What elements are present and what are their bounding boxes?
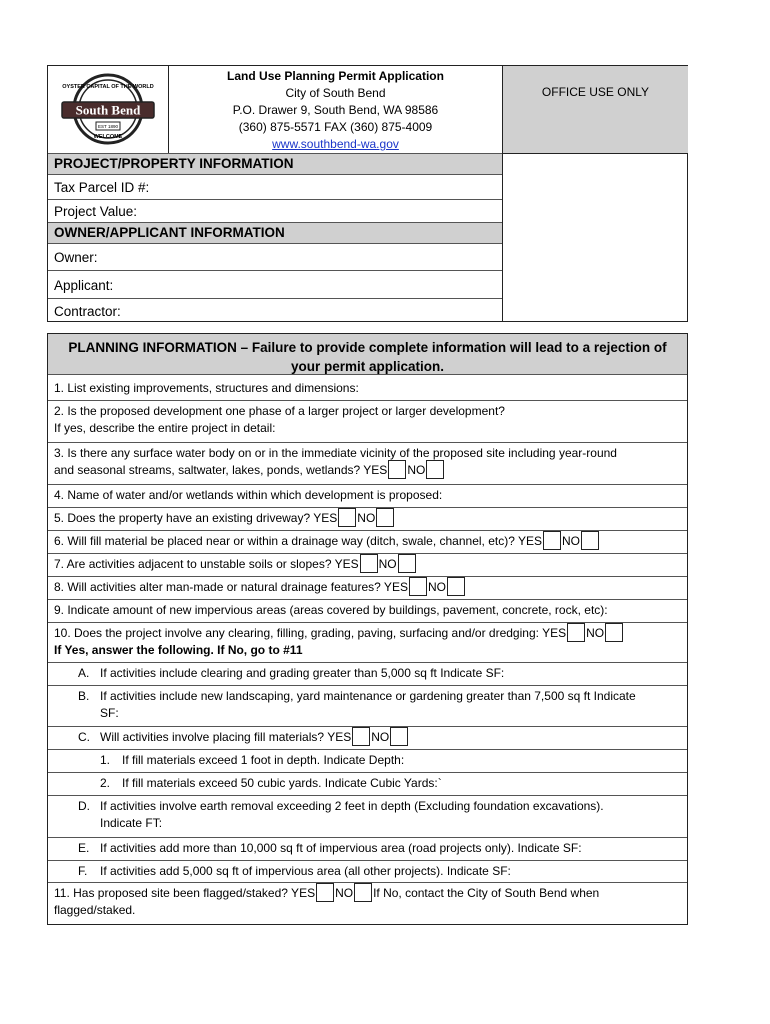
logo-top-text: OYSTER CAPITAL OF THE WORLD xyxy=(62,84,154,90)
item-f-text: If activities add 5,000 sq ft of impervious area (all other projects). Indicate SF: xyxy=(100,864,511,878)
q10-no-label: NO xyxy=(586,626,605,640)
south-bend-logo xyxy=(48,66,167,152)
item-a-text: If activities include clearing and grading greater than 5,000 sq ft Indicate SF: xyxy=(100,666,505,680)
q5-no-checkbox[interactable] xyxy=(376,508,394,527)
q3-no-label: NO xyxy=(407,463,426,477)
item-a-letter: A. xyxy=(78,666,90,680)
q11-no-label: NO xyxy=(335,886,354,900)
owner-field[interactable]: Owner: xyxy=(48,243,502,270)
q11-no-checkbox[interactable] xyxy=(354,883,372,902)
question-3 xyxy=(48,442,687,484)
city-address: P.O. Drawer 9, South Bend, WA 98586 xyxy=(232,103,439,117)
city-phone: (360) 875-5571 FAX (360) 875-4009 xyxy=(238,120,433,134)
question-8 xyxy=(48,576,687,599)
applicant-field[interactable]: Applicant: xyxy=(48,270,502,298)
c-no-label: NO xyxy=(371,730,390,744)
item-e-text: If activities add more than 10,000 sq ft of impervious area (road projects only). Indicate SF: xyxy=(100,841,582,855)
item-c2[interactable] xyxy=(48,772,687,795)
item-c-text: Will activities involve placing fill materials? YES xyxy=(100,730,352,744)
q7-no-checkbox[interactable] xyxy=(398,554,416,573)
q3-no-checkbox[interactable] xyxy=(426,460,444,479)
question-3-line1: 3. Is there any surface water body on or in the immediate vicinity of the proposed site including year-round xyxy=(54,446,617,460)
question-2-line2: If yes, describe the entire project in detail: xyxy=(54,421,276,435)
item-d-letter: D. xyxy=(78,799,90,813)
owner-section-heading: OWNER/APPLICANT INFORMATION xyxy=(48,222,502,243)
city-website-link[interactable]: www.southbend-wa.gov xyxy=(272,137,399,151)
q6-no-checkbox[interactable] xyxy=(581,531,599,550)
question-8-text: 8. Will activities alter man-made or natural drainage features? YES xyxy=(54,580,408,594)
question-9[interactable]: 9. Indicate amount of new impervious areas (areas covered by buildings, pavement, concrete, rock, etc): xyxy=(48,599,687,622)
question-5-text: 5. Does the property have an existing driveway? YES xyxy=(54,511,338,525)
question-11 xyxy=(48,882,687,920)
logo-name: South Bend xyxy=(75,102,141,118)
item-d[interactable] xyxy=(48,795,687,837)
question-5 xyxy=(48,507,687,530)
q8-no-checkbox[interactable] xyxy=(447,577,465,596)
question-3-line2: and seasonal streams, saltwater, lakes, ponds, wetlands? YES xyxy=(54,463,388,477)
question-2[interactable] xyxy=(48,400,687,442)
question-11-line2: flagged/staked. xyxy=(54,903,136,917)
item-c xyxy=(48,726,687,749)
q6-no-label: NO xyxy=(562,534,581,548)
item-c1[interactable] xyxy=(48,749,687,772)
question-6 xyxy=(48,530,687,553)
question-11-text: 11. Has proposed site been flagged/staked? YES xyxy=(54,886,316,900)
project-value-field[interactable]: Project Value: xyxy=(48,199,502,222)
planning-info-table xyxy=(47,333,688,925)
item-d-text-2: Indicate FT: xyxy=(100,816,163,830)
question-6-text: 6. Will fill material be placed near or within a drainage way (ditch, swale, channel, etc)? YES xyxy=(54,534,543,548)
question-2-line1: 2. Is the proposed development one phase of a larger project or larger development? xyxy=(54,404,505,418)
q3-yes-checkbox[interactable] xyxy=(388,460,406,479)
logo-bottom-text: WELCOME xyxy=(93,134,123,140)
item-c2-text: If fill materials exceed 50 cubic yards. Indicate Cubic Yards:` xyxy=(122,776,442,790)
header-cell xyxy=(169,66,502,153)
q7-yes-checkbox[interactable] xyxy=(360,554,378,573)
office-use-label: OFFICE USE ONLY xyxy=(503,66,688,154)
item-b-text-2: SF: xyxy=(100,706,119,720)
planning-heading: PLANNING INFORMATION – Failure to provide complete information will lead to a rejection of your permit application. xyxy=(48,334,687,374)
project-section-heading: PROJECT/PROPERTY INFORMATION xyxy=(48,153,502,174)
item-c1-number: 1. xyxy=(100,753,111,767)
question-1[interactable]: 1. List existing improvements, structures and dimensions: xyxy=(48,374,687,400)
q6-yes-checkbox[interactable] xyxy=(543,531,561,550)
question-7-text: 7. Are activities adjacent to unstable soils or slopes? YES xyxy=(54,557,359,571)
logo-cell xyxy=(48,66,169,153)
q8-no-label: NO xyxy=(427,580,446,594)
item-d-text-1: If activities involve earth removal exceeding 2 feet in depth (Excluding foundation excavations). xyxy=(100,799,604,813)
q10-yes-checkbox[interactable] xyxy=(567,623,585,642)
q10-no-checkbox[interactable] xyxy=(605,623,623,642)
form-title: Land Use Planning Permit Application xyxy=(227,69,444,83)
item-f-letter: F. xyxy=(78,864,88,878)
tax-parcel-field[interactable]: Tax Parcel ID #: xyxy=(48,174,502,199)
q8-yes-checkbox[interactable] xyxy=(409,577,427,596)
item-b-letter: B. xyxy=(78,689,90,703)
contractor-field[interactable]: Contractor: xyxy=(48,298,502,322)
office-use-cell xyxy=(502,66,688,321)
item-c2-number: 2. xyxy=(100,776,111,790)
question-10 xyxy=(48,622,687,662)
item-f[interactable] xyxy=(48,860,687,882)
q5-yes-checkbox[interactable] xyxy=(338,508,356,527)
q5-no-label: NO xyxy=(357,511,376,525)
item-c-letter: C. xyxy=(78,730,90,744)
q11-yes-checkbox[interactable] xyxy=(316,883,334,902)
logo-est: EST 1890 xyxy=(98,124,118,129)
item-c1-text: If fill materials exceed 1 foot in depth. Indicate Depth: xyxy=(122,753,405,767)
item-b[interactable] xyxy=(48,685,687,726)
c-no-checkbox[interactable] xyxy=(390,727,408,746)
question-7 xyxy=(48,553,687,576)
item-b-text-1: If activities include new landscaping, yard maintenance or gardening greater than 7,500 sq ft Indicate xyxy=(100,689,636,703)
question-10-text: 10. Does the project involve any clearing, filling, grading, paving, surfacing and/or dredging: YES xyxy=(54,626,567,640)
city-name: City of South Bend xyxy=(285,86,386,100)
item-a[interactable] xyxy=(48,662,687,685)
question-11-instruction: If No, contact the City of South Bend when xyxy=(373,886,600,900)
item-e[interactable] xyxy=(48,837,687,860)
c-yes-checkbox[interactable] xyxy=(352,727,370,746)
q7-no-label: NO xyxy=(378,557,397,571)
project-info-table xyxy=(47,65,688,322)
question-10-instruction: If Yes, answer the following. If No, go to #11 xyxy=(54,643,303,657)
question-4[interactable]: 4. Name of water and/or wetlands within which development is proposed: xyxy=(48,484,687,507)
item-e-letter: E. xyxy=(78,841,90,855)
